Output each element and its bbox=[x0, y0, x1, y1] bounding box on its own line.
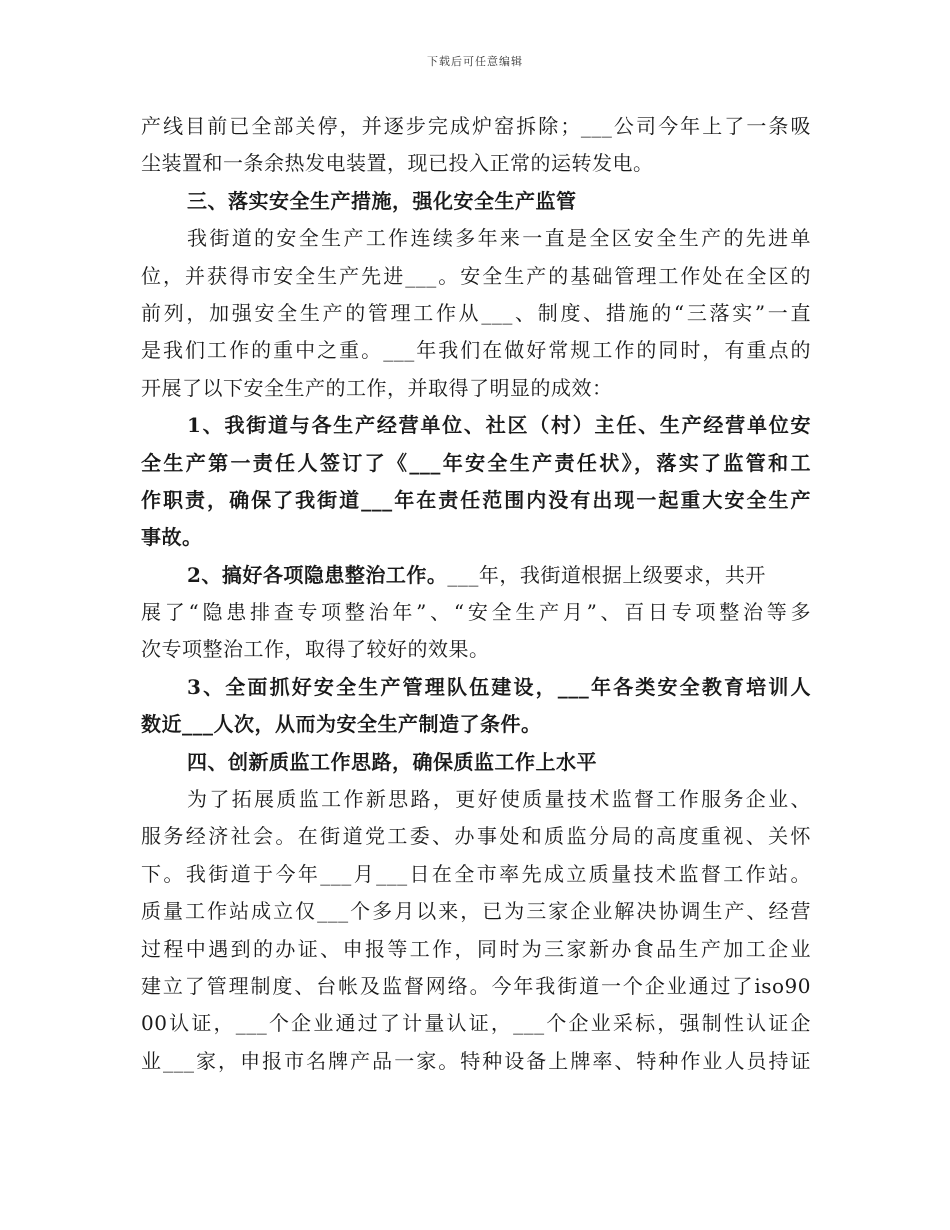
paragraph-line: 位，并获得市安全生产先进___。安全生产的基础管理工作处在全区的 bbox=[141, 263, 811, 288]
paragraph-line: 服务经济社会。在街道党工委、办事处和质监分局的高度重视、关怀 bbox=[141, 824, 811, 849]
list-item-2-text: ___年，我街道根据上级要求，共开 bbox=[447, 562, 766, 587]
paragraph-line: 过程中遇到的办证、申报等工作，同时为三家新办食品生产加工企业 bbox=[141, 936, 811, 961]
paragraph-line: 下。我街道于今年___月___日在全市率先成立质量技术监督工作站。 bbox=[141, 861, 811, 886]
list-item-2 bbox=[141, 557, 811, 594]
list-item-1-line: 全生产第一责任人签订了《___年安全生产责任状》，落实了监管和工 bbox=[141, 450, 811, 475]
paragraph-line: 00认证，___个企业通过了计量认证，___个企业采标，强制性认证企 bbox=[141, 1011, 811, 1036]
paragraph-line: 是我们工作的重中之重。___年我们在做好常规工作的同时，有重点的 bbox=[141, 338, 811, 363]
list-item-2-lead: 2、搞好各项隐患整治工作。 bbox=[187, 562, 448, 587]
paragraph-line: 我街道的安全生产工作连续多年来一直是全区安全生产的先进单 bbox=[187, 226, 811, 251]
paragraph-line: 尘装置和一条余热发电装置，现已投入正常的运转发电。 bbox=[141, 151, 654, 176]
list-item-1: 1、我街道与各生产经营单位、社区（村）主任、生产经营单位安 bbox=[187, 413, 811, 438]
document-body bbox=[141, 108, 811, 1080]
list-item-1-line: 事故。 bbox=[141, 525, 203, 550]
section-heading-4: 四、创新质监工作思路，确保质监工作上水平 bbox=[187, 749, 597, 774]
paragraph-line: 为了拓展质监工作新思路，更好使质量技术监督工作服务企业、 bbox=[187, 787, 811, 812]
section-heading-3: 三、落实安全生产措施，强化安全生产监管 bbox=[187, 188, 577, 213]
paragraph-line: 建立了管理制度、台帐及监督网络。今年我街道一个企业通过了iso90 bbox=[141, 973, 811, 998]
list-item-3: 3、全面抓好安全生产管理队伍建设，___年各类安全教育培训人 bbox=[187, 674, 811, 699]
paragraph-line: 业___家，申报市名牌产品一家。特种设备上牌率、特种作业人员持证 bbox=[141, 1048, 811, 1073]
paragraph-line: 展了“隐患排查专项整治年”、“安全生产月”、百日专项整治等多 bbox=[141, 600, 811, 625]
page-header: 下载后可任意编辑 bbox=[427, 55, 523, 68]
list-item-1-line: 作职责，确保了我街道___年在责任范围内没有出现一起重大安全生产 bbox=[141, 487, 811, 512]
paragraph-line: 质量工作站成立仅___个多月以来，已为三家企业解决协调生产、经营 bbox=[141, 899, 811, 924]
paragraph-line: 前列，加强安全生产的管理工作从___、制度、措施的“三落实”一直 bbox=[141, 300, 811, 325]
paragraph-line: 次专项整治工作，取得了较好的效果。 bbox=[141, 637, 490, 662]
paragraph-line: 产线目前已全部关停，并逐步完成炉窑拆除；___公司今年上了一条吸 bbox=[141, 114, 811, 138]
list-item-3-line: 数近___人次，从而为安全生产制造了条件。 bbox=[141, 712, 542, 737]
paragraph-line: 开展了以下安全生产的工作，并取得了明显的成效： bbox=[141, 375, 613, 400]
